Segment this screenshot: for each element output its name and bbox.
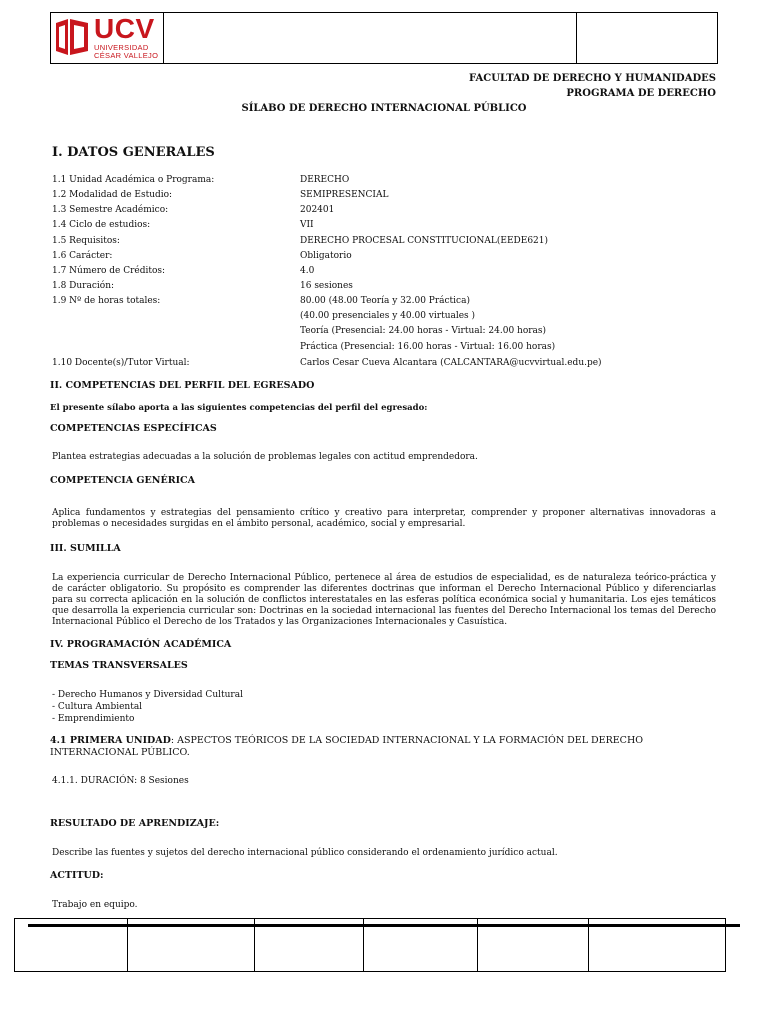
specific-competencies-text: Plantea estrategias adecuadas a la solución de problemas legales con actitud emprendedora. (52, 452, 478, 462)
program-name: PROGRAMA DE DERECHO (566, 88, 716, 99)
general-label: 1.10 Docente(s)/Tutor Virtual: (52, 358, 190, 368)
header-divider (163, 12, 164, 64)
general-value: SEMIPRESENCIAL (300, 190, 389, 200)
logo-line2: CÉSAR VALLEJO (94, 51, 159, 60)
ucv-logo (54, 14, 160, 60)
learning-result-heading: RESULTADO DE APRENDIZAJE: (50, 818, 220, 829)
general-label: 1.4 Ciclo de estudios: (52, 220, 151, 230)
unit-title-label: 4.1 PRIMERA UNIDAD (50, 735, 171, 746)
general-value: 80.00 (48.00 Teoría y 32.00 Práctica) (300, 296, 470, 306)
hours-detail: (40.00 presenciales y 40.00 virtuales ) (300, 311, 476, 321)
section-sumilla-heading: III. SUMILLA (50, 543, 121, 554)
general-label: 1.6 Carácter: (52, 251, 113, 261)
table-header-rule (28, 924, 740, 927)
syllabus-title: SÍLABO DE DERECHO INTERNACIONAL PÚBLICO (241, 103, 527, 114)
section-general-heading: I. DATOS GENERALES (52, 145, 215, 160)
learning-result-text: Describe las fuentes y sujetos del derecho internacional público considerando el ordenamiento jurídico actual. (52, 848, 558, 858)
transversal-item: - Derecho Humanos y Diversidad Cultural (52, 690, 243, 700)
generic-competency-text: Aplica fundamentos y estrategias del pensamiento crítico y creativo para interpretar, comprender y proponer alternativas innovadoras a problemas o necesidades surgidas en el ámbito personal, académico, social y empresarial. (52, 508, 716, 529)
competencies-intro: El presente sílabo aporta a las siguientes competencias del perfil del egresado: (50, 403, 428, 413)
general-value: Obligatorio (300, 251, 352, 261)
hours-detail: Teoría (Presencial: 24.00 horas - Virtual: 24.00 horas) (300, 326, 547, 336)
general-value: 16 sesiones (300, 281, 353, 291)
general-value: 202401 (300, 205, 335, 215)
ucv-emblem-icon (54, 17, 90, 57)
generic-competency-heading: COMPETENCIA GENÉRICA (50, 475, 195, 486)
section-programming-heading: IV. PROGRAMACIÓN ACADÉMICA (50, 639, 232, 650)
specific-competencies-heading: COMPETENCIAS ESPECÍFICAS (50, 423, 217, 434)
unit-duration: 4.1.1. DURACIÓN: 8 Sesiones (52, 776, 189, 786)
general-label: 1.9 Nº de horas totales: (52, 296, 161, 306)
attitude-text: Trabajo en equipo. (52, 900, 138, 910)
sumilla-text: La experiencia curricular de Derecho Internacional Público, pertenece al área de estudios de especialidad, es de naturaleza teórico-práctica y de carácter obligatorio. Su propósito es comprender las diferentes doctrinas que informan el Derecho Internacional Público y diferenciarlas para su correcta aplicación en la solución de conflictos interestatales en las esferas política económica social y humanitaria. Los ejes temáticos que desarrolla la experiencia curricular son: Doctrinas en la sociedad internacional las fuentes del Derecho Internacional los temas del Derecho Internacional Público el Derecho de los Tratados y las Organizaciones Internacionales y Casuística. (52, 573, 716, 627)
section-competencies-heading: II. COMPETENCIAS DEL PERFIL DEL EGRESADO (50, 380, 315, 391)
general-label: 1.1 Unidad Académica o Programa: (52, 175, 215, 185)
unit-title-text: : ASPECTOS TEÓRICOS DE LA SOCIEDAD INTERNACIONAL Y LA FORMACIÓN DEL DERECHO INTERNACIONAL PÚBLICO. (50, 735, 644, 758)
general-value: VII (300, 220, 314, 230)
logo-line1: UNIVERSIDAD (94, 42, 149, 52)
transversal-heading: TEMAS TRANSVERSALES (50, 660, 188, 671)
faculty-name: FACULTAD DE DERECHO Y HUMANIDADES (469, 73, 716, 84)
general-label: 1.2 Modalidad de Estudio: (52, 190, 173, 200)
transversal-item: - Cultura Ambiental (52, 702, 143, 712)
teacher-value: Carlos Cesar Cueva Alcantara (CALCANTARA@ucvvirtual.edu.pe) (300, 358, 602, 368)
general-label: 1.5 Requisitos: (52, 236, 120, 246)
logo-brand: UCV (94, 12, 155, 44)
general-value: 4.0 (300, 266, 315, 276)
attitude-heading: ACTITUD: (50, 870, 104, 881)
general-value: DERECHO PROCESAL CONSTITUCIONAL(EEDE621) (300, 236, 549, 246)
general-label: 1.7 Número de Créditos: (52, 266, 166, 276)
general-value: DERECHO (300, 175, 350, 185)
transversal-item: - Emprendimiento (52, 714, 135, 724)
unit-title (50, 735, 716, 759)
general-label: 1.3 Semestre Académico: (52, 205, 169, 215)
header-divider (576, 12, 577, 64)
general-label: 1.8 Duración: (52, 281, 115, 291)
hours-detail: Práctica (Presencial: 16.00 horas - Virtual: 16.00 horas) (300, 342, 556, 352)
